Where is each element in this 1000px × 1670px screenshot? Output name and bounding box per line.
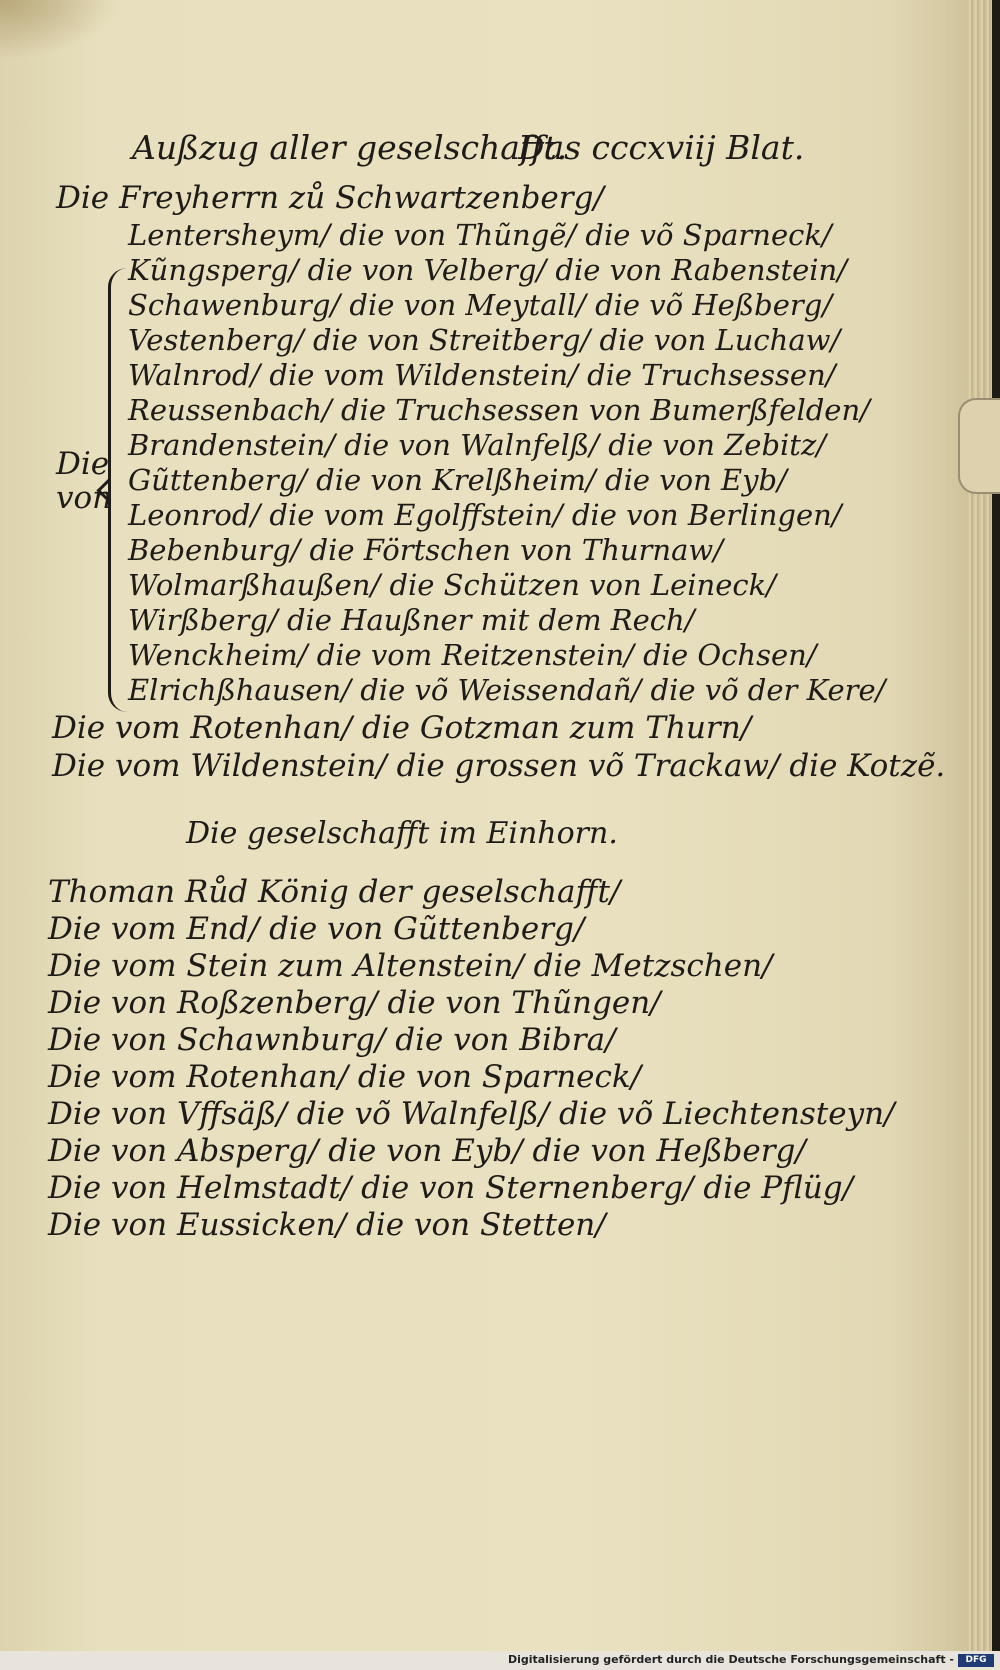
running-head-right: Das cccxviij Blat.: [518, 128, 805, 167]
list-item: Die von Absperg/ die von Eyb/ die von Heßberg/: [48, 1133, 806, 1169]
corner-stain: [0, 0, 120, 60]
running-head-left: Außzug aller geselschafft.: [132, 128, 568, 167]
digitization-footer: [0, 1651, 1000, 1670]
list-item: Leonrod/ die vom Egolffstein/ die von Berlingen/: [128, 498, 842, 532]
dfg-logo: DFG: [958, 1654, 994, 1667]
list-item: Die vom Rotenhan/ die von Sparneck/: [48, 1059, 642, 1095]
list-item: Wolmarßhaußen/ die Schützen von Leineck/: [128, 568, 776, 602]
page-tab-marker: [958, 398, 1000, 494]
list-item: Die vom End/ die von Gũttenberg/: [48, 911, 585, 947]
list-item: Reussenbach/ die Truchsessen von Bumerßfelden/: [128, 393, 870, 427]
list-item: Walnrod/ die vom Wildenstein/ die Truchsessen/: [128, 358, 836, 392]
list-item: Thoman Růd König der geselschafft/: [48, 874, 621, 910]
section2-title: Die geselschafft im Einhorn.: [186, 816, 618, 851]
list-item: Die von Roßzenberg/ die von Thũngen/: [48, 985, 661, 1021]
list-item: Lentersheym/ die von Thũngẽ/ die võ Sparneck/: [128, 218, 832, 252]
side-label-von: von: [56, 480, 113, 516]
closing-line: Die vom Rotenhan/ die Gotzman zum Thurn/: [52, 710, 752, 746]
page-edges: [968, 0, 992, 1651]
list-item: Wenckheim/ die vom Reitzenstein/ die Ochsen/: [128, 638, 817, 672]
list-item: Wirßberg/ die Haußner mit dem Rech/: [128, 603, 695, 637]
list-item: Die vom Stein zum Altenstein/ die Metzschen/: [48, 948, 773, 984]
scan-border: [992, 0, 1000, 1651]
list-item: Elrichßhausen/ die võ Weissendañ/ die võ der Kere/: [128, 673, 886, 707]
list-item: Die von Schawnburg/ die von Bibra/: [48, 1022, 616, 1058]
list-item: Schawenburg/ die von Meytall/ die võ Heßberg/: [128, 288, 833, 322]
side-label-die: Die: [56, 446, 110, 482]
funding-credit: Digitalisierung gefördert durch die Deutsche Forschungsgemeinschaft -: [507, 1653, 954, 1666]
list-item: Die von Vffsäß/ die võ Walnfelß/ die võ Liechtensteyn/: [48, 1096, 895, 1132]
list-item: Kũngsperg/ die von Velberg/ die von Rabenstein/: [128, 253, 847, 287]
section1-title: Die Freyherrn zů Schwartzenberg/: [56, 180, 604, 216]
list-item: Die von Helmstadt/ die von Sternenberg/ die Pflüg/: [48, 1170, 854, 1206]
list-item: Gũttenberg/ die von Krelßheim/ die von Eyb/: [128, 463, 787, 497]
list-item: Vestenberg/ die von Streitberg/ die von Luchaw/: [128, 323, 841, 357]
list-item: Brandenstein/ die von Walnfelß/ die von Zebitz/: [128, 428, 827, 462]
list-item: Bebenburg/ die Förtschen von Thurnaw/: [128, 533, 723, 567]
closing-line: Die vom Wildenstein/ die grossen võ Trackaw/ die Kotzẽ.: [52, 748, 946, 784]
list-item: Die von Eussicken/ die von Stetten/: [48, 1207, 606, 1243]
